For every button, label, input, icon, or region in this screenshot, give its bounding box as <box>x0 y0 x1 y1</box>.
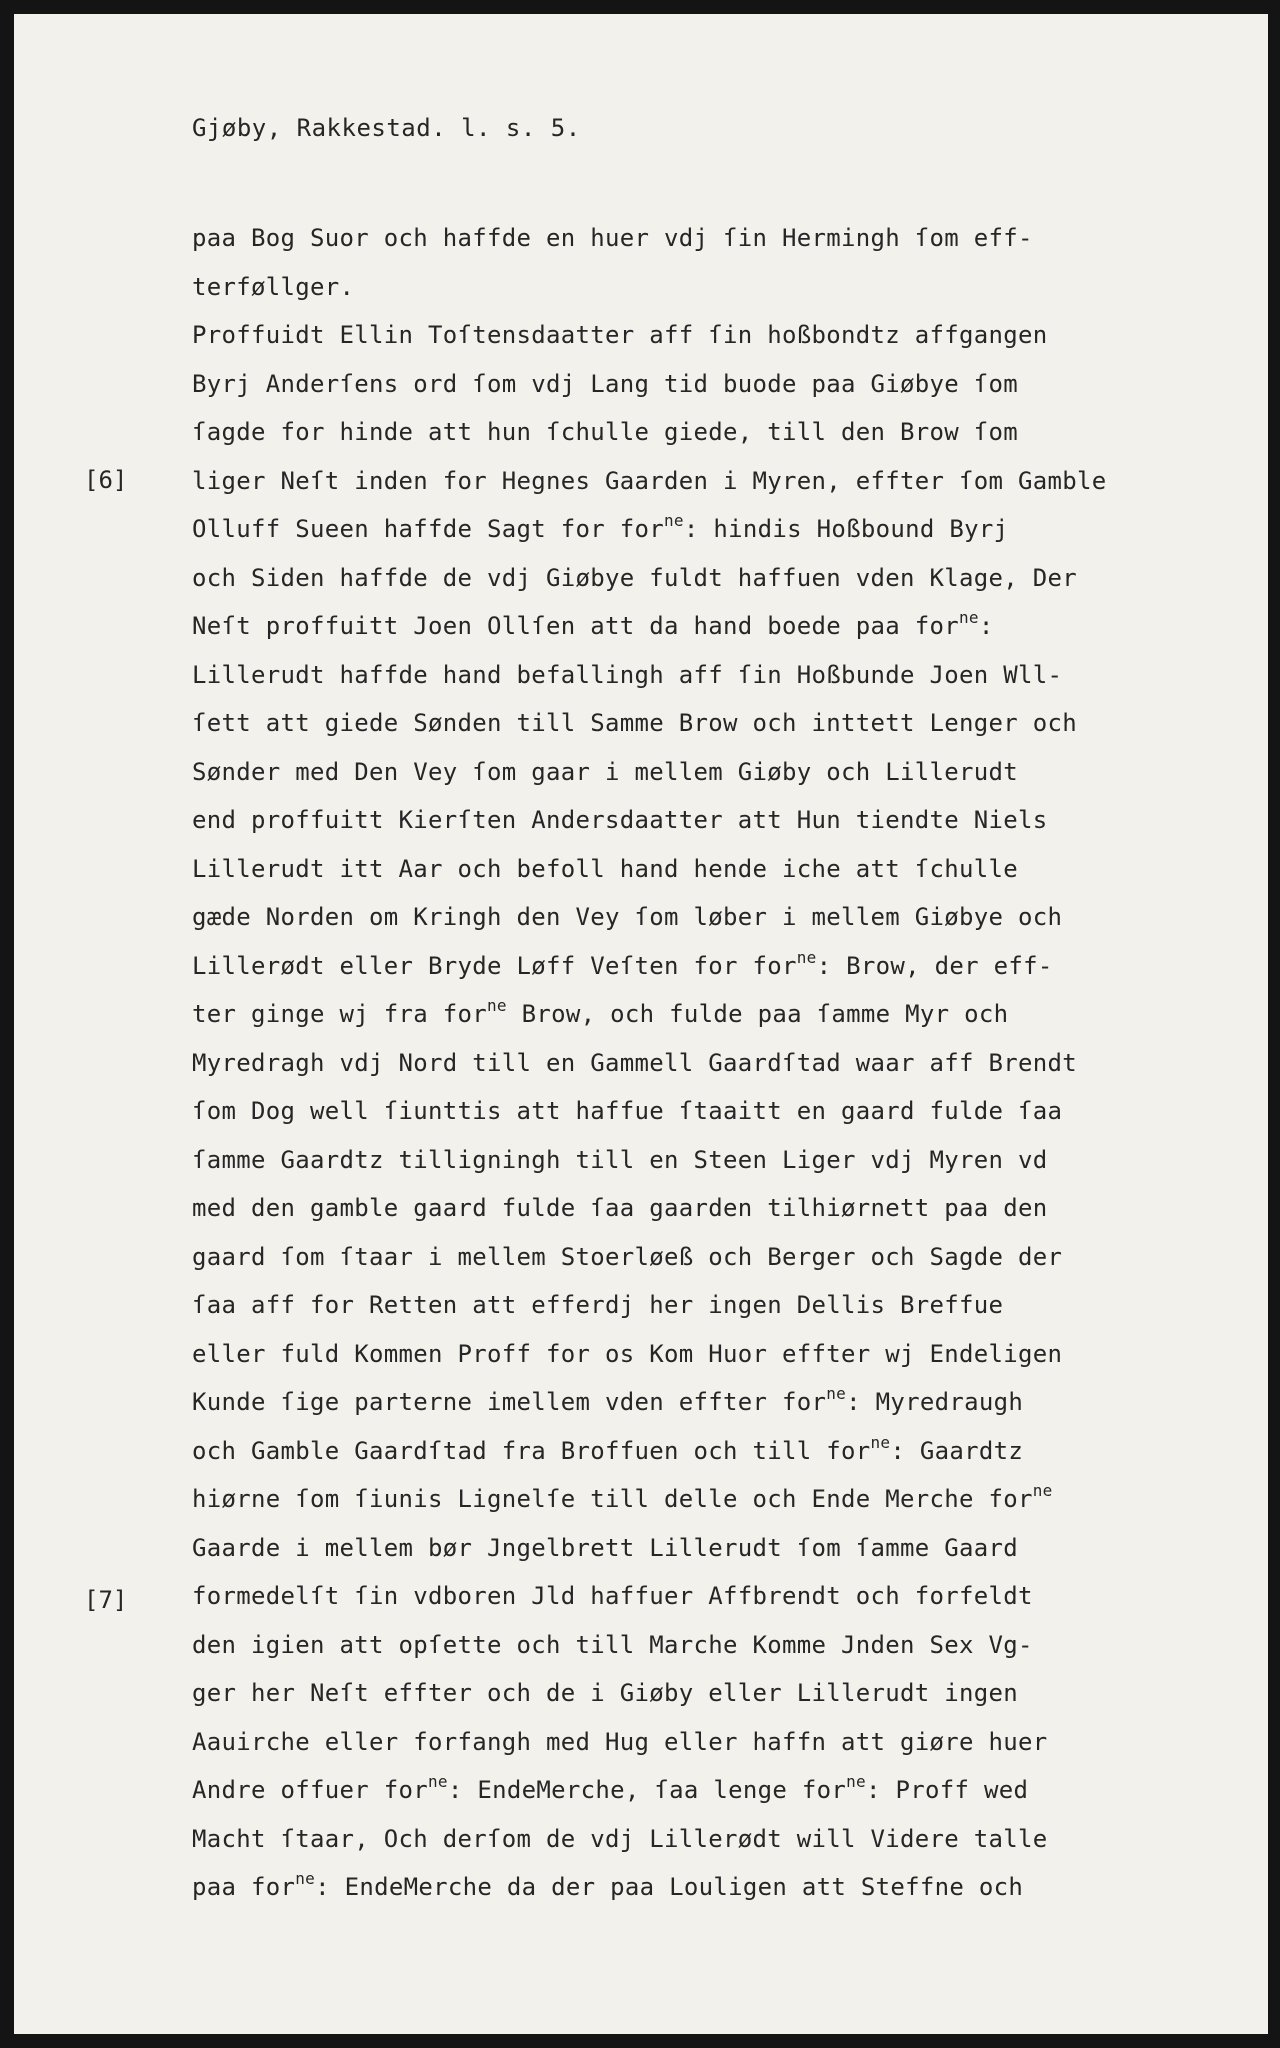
line-segment: : Gaardtz <box>890 1436 1024 1465</box>
line-segment: och Gamble Gaardſtad fra Broffuen och till for <box>192 1436 871 1465</box>
text-line <box>192 408 1106 457</box>
text-line <box>192 651 1106 700</box>
line-segment: : Myredraugh <box>846 1388 1024 1416</box>
text-line <box>192 1039 1106 1088</box>
document-page <box>14 14 1268 2034</box>
line-segment: med den gamble gaard fulde ſaa gaarden tilhiørnett paa den <box>192 1194 1048 1222</box>
line-segment: ſom Dog well ſiunttis att haffue ſtaaitt en gaard fulde ſaa <box>192 1097 1063 1125</box>
line-segment: : EndeMerche da der paa Louligen att Steffne och <box>315 1873 1024 1901</box>
text-line <box>192 457 1106 506</box>
text-line <box>192 1184 1106 1233</box>
text-line <box>192 554 1106 603</box>
text-line <box>192 214 1106 263</box>
line-segment: end proffuitt Kierſten Andersdaatter att Hun tiendte Niels <box>192 806 1048 834</box>
text-line <box>192 1815 1106 1864</box>
text-line <box>192 1524 1106 1573</box>
line-segment: Byrj Anderſens ord ſom vdj Lang tid buode paa Giøbye ſom <box>192 369 1018 398</box>
line-segment: och Siden haffde de vdj Giøbye fuldt haffuen vden Klage, Der <box>192 563 1077 592</box>
line-segment: Macht ſtaar, Och derſom de vdj Lillerødt will Videre talle <box>192 1824 1048 1853</box>
superscript-abbreviation: ne <box>796 947 817 967</box>
line-segment: Neſt proffuitt Joen Ollſen att da hand boede paa for <box>192 612 959 640</box>
text-line <box>192 1718 1106 1767</box>
text-line <box>192 1669 1106 1718</box>
line-segment: : <box>978 612 994 640</box>
margin-note-6: [6] <box>84 466 128 494</box>
text-line <box>192 1281 1106 1330</box>
line-segment: Brow, och fulde paa ſamme Myr och <box>506 1000 1009 1028</box>
text-line <box>192 505 1106 554</box>
line-segment: paa Bog Suor och haffde en huer vdj ſin Hermingh ſom eff- <box>192 224 1033 252</box>
text-line <box>192 311 1106 360</box>
line-segment: Lillerudt itt Aar och befoll hand hende iche att ſchulle <box>192 854 1018 883</box>
line-segment: ter ginge wj fra for <box>192 1000 487 1028</box>
transcription-body <box>192 214 1106 1912</box>
line-segment: gæde Norden om Kringh den Vey ſom løber i mellem Giøbye och <box>192 903 1063 931</box>
page-header: Gjøby, Rakkestad. l. s. 5. <box>192 114 581 142</box>
text-line <box>192 1233 1106 1282</box>
line-segment: ger her Neſt effter och de i Giøby eller Lillerudt ingen <box>192 1679 1018 1707</box>
text-line <box>192 360 1106 409</box>
text-line <box>192 942 1106 991</box>
text-line <box>192 1766 1106 1815</box>
line-segment: liger Neſt inden for Hegnes Gaarden i Myren, effter ſom Gamble <box>192 466 1107 495</box>
text-line <box>192 1136 1106 1185</box>
text-line <box>192 845 1106 894</box>
text-line <box>192 699 1106 748</box>
line-segment: ſagde for hinde att hun ſchulle giede, till den Brow ſom <box>192 418 1018 446</box>
line-segment: ſaa aff for Retten att efferdj her ingen Dellis Breffue <box>192 1291 1004 1319</box>
superscript-abbreviation: ne <box>870 1432 891 1452</box>
line-segment: : Proff wed <box>865 1776 1029 1804</box>
superscript-abbreviation: ne <box>663 511 684 530</box>
line-segment: : EndeMerche, ſaa lenge for <box>447 1776 847 1804</box>
line-segment: eller fuld Kommen Proff for os Kom Huor effter wj Endeligen <box>192 1339 1063 1368</box>
superscript-abbreviation: ne <box>846 1772 866 1791</box>
superscript-abbreviation: ne <box>826 1384 847 1403</box>
text-line <box>192 796 1106 845</box>
line-segment: Myredragh vdj Nord till en Gammell Gaardſtad waar aff Brendt <box>192 1048 1077 1077</box>
line-segment: Gaarde i mellem bør Jngelbrett Lillerudt ſom ſamme Gaard <box>192 1533 1018 1562</box>
line-segment: : hindis Hoßbound Byrj <box>683 515 1009 543</box>
text-line <box>192 1572 1106 1621</box>
line-segment: terføllger. <box>192 272 355 301</box>
line-segment: Sønder med Den Vey ſom gaar i mellem Giøby och Lillerudt <box>192 757 1018 786</box>
text-line <box>192 748 1106 797</box>
line-segment: Aauirche eller forfangh med Hug eller haffn att giøre huer <box>192 1727 1048 1756</box>
line-segment: hiørne ſom ſiunis Lignelſe till delle och Ende Merche for <box>192 1485 1033 1513</box>
text-line <box>192 1378 1106 1427</box>
line-segment: ſamme Gaardtz tilligningh till en Steen Liger vdj Myren vd <box>192 1145 1048 1174</box>
line-segment: den igien att opſette och till Marche Komme Jnden Sex Vg- <box>192 1630 1033 1659</box>
line-segment: Lillerudt haffde hand befallingh aff ſin Hoßbunde Joen Wll- <box>192 660 1063 689</box>
superscript-abbreviation: ne <box>1032 1481 1053 1500</box>
line-segment: : Brow, der eff- <box>816 951 1053 980</box>
line-segment: Kunde ſige parterne imellem vden effter for <box>192 1388 827 1416</box>
text-line <box>192 1475 1106 1524</box>
margin-note-7: [7] <box>84 1586 128 1614</box>
line-segment: Lillerødt eller Bryde Løff Veſten for for <box>192 951 797 980</box>
text-line <box>192 1427 1106 1476</box>
superscript-abbreviation: ne <box>958 608 979 627</box>
superscript-abbreviation: ne <box>486 996 507 1015</box>
line-segment: gaard ſom ſtaar i mellem Stoerløeß och Berger och Sagde der <box>192 1242 1063 1271</box>
text-line <box>192 263 1106 312</box>
text-line <box>192 990 1106 1039</box>
text-line <box>192 602 1106 651</box>
line-segment: Andre offuer for <box>192 1776 428 1804</box>
text-line <box>192 893 1106 942</box>
line-segment: formedelſt ſin vdboren Jld haffuer Affbrendt och forfeldt <box>192 1582 1033 1610</box>
superscript-abbreviation: ne <box>295 1869 316 1888</box>
line-segment: ſett att giede Sønden till Samme Brow och inttett Lenger och <box>192 709 1077 737</box>
text-line <box>192 1087 1106 1136</box>
text-line <box>192 1863 1106 1912</box>
line-segment: Olluff Sueen haffde Sagt for for <box>192 515 664 543</box>
superscript-abbreviation: ne <box>428 1772 448 1791</box>
text-line <box>192 1621 1106 1670</box>
line-segment: paa for <box>192 1873 296 1901</box>
line-segment: Proffuidt Ellin Toſtensdaatter aff ſin hoßbondtz affgangen <box>192 321 1048 349</box>
text-line <box>192 1330 1106 1379</box>
